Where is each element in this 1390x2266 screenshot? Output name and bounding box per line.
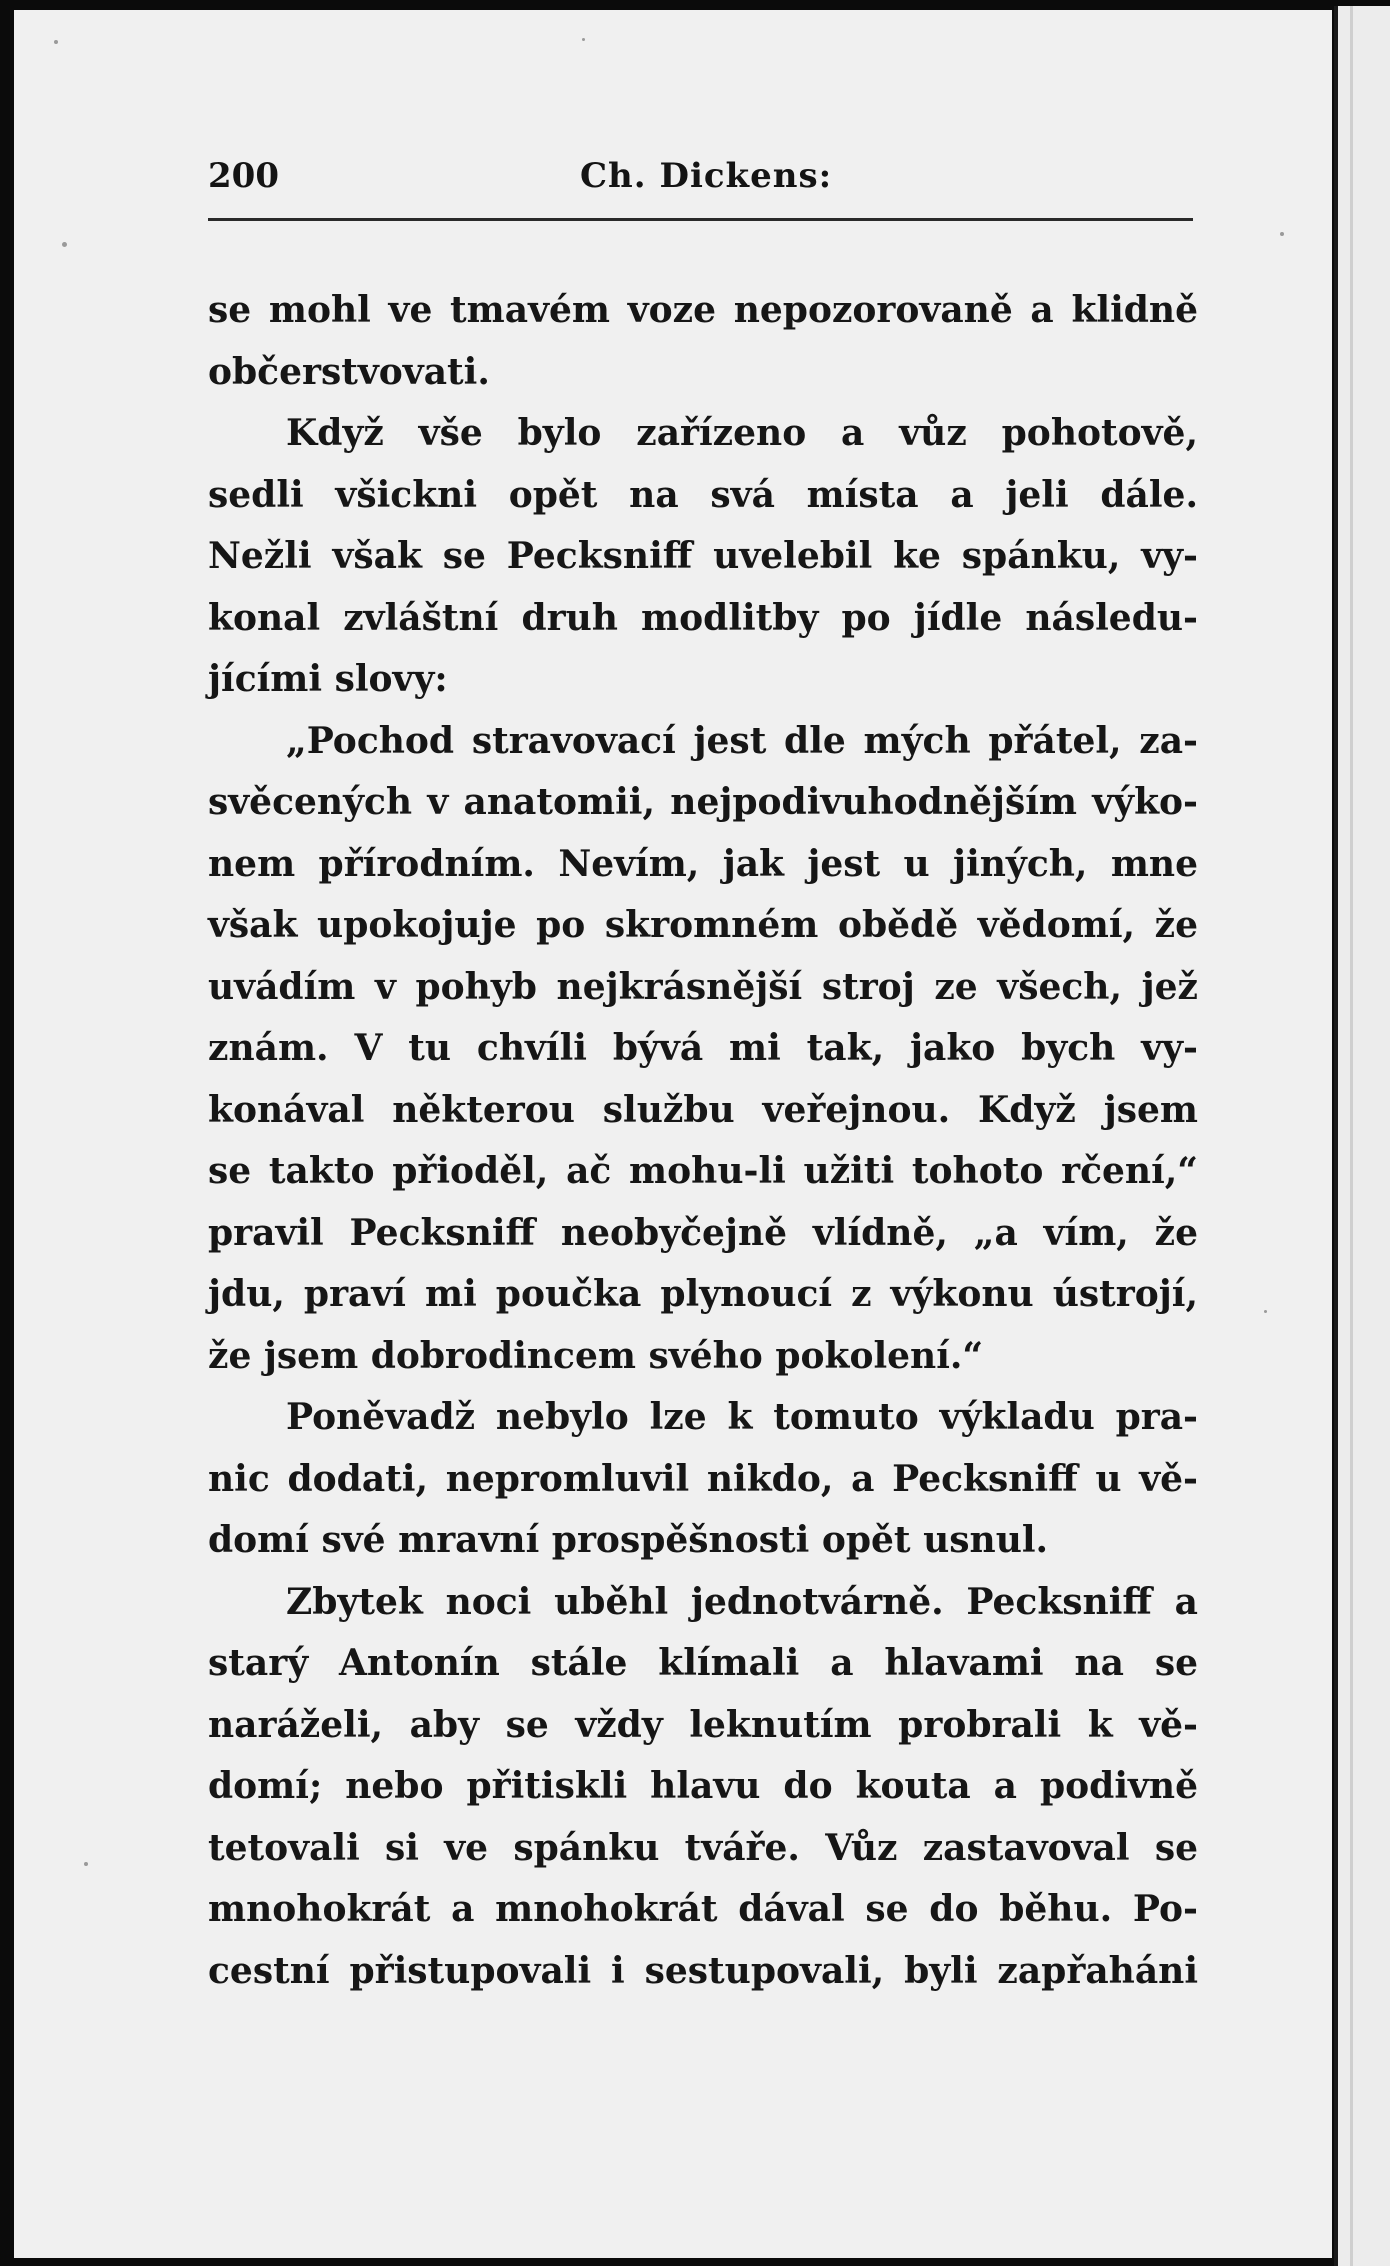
text-line: Poněvadž nebylo lze k tomuto výkladu pra- bbox=[286, 1396, 1198, 1438]
paper-speck bbox=[54, 40, 58, 44]
text-line: uvádím v pohyb nejkrásnější stroj ze všech, jež bbox=[208, 965, 1198, 1008]
header-rule bbox=[208, 218, 1193, 221]
text-line: cestní přistupovali i sestupovali, byli zapřaháni bbox=[208, 1949, 1198, 1992]
text-line: jdu, praví mi poučka plynoucí z výkonu ústrojí, bbox=[208, 1273, 1198, 1315]
text-line: Nežli však se Pecksniff uvelebil ke spánku, vy- bbox=[208, 535, 1198, 577]
text-line: nic dodati, nepromluvil nikdo, a Pecksniff u vě- bbox=[208, 1457, 1198, 1500]
text-line: že jsem dobrodincem svého pokolení.“ bbox=[208, 1334, 984, 1377]
paper-speck bbox=[62, 242, 67, 247]
text-line: Když vše bylo zařízeno a vůz pohotově, bbox=[286, 412, 1198, 454]
paper-speck bbox=[1264, 1310, 1267, 1313]
page-header bbox=[208, 156, 1198, 204]
text-line: znám. V tu chvíli bývá mi tak, jako bych vy- bbox=[208, 1027, 1198, 1069]
text-line: konával některou službu veřejnou. Když jsem bbox=[208, 1088, 1198, 1131]
text-line: starý Antonín stále klímali a hlavami na se bbox=[208, 1642, 1198, 1684]
text-line: pravil Pecksniff neobyčejně vlídně, „a vím, že bbox=[208, 1211, 1198, 1254]
text-line: mnohokrát a mnohokrát dával se do běhu. Po- bbox=[208, 1888, 1198, 1930]
text-line: jícími slovy: bbox=[208, 658, 448, 700]
text-line: občerstvovati. bbox=[208, 350, 490, 393]
text-line: naráželi, aby se vždy leknutím probrali k vě- bbox=[208, 1703, 1198, 1746]
text-line: „Pochod stravovací jest dle mých přátel, za- bbox=[286, 719, 1198, 762]
text-line: svěcených v anatomii, nejpodivuhodnějším výko- bbox=[208, 781, 1198, 823]
text-line: se mohl ve tmavém voze nepozorovaně a klidně bbox=[208, 289, 1198, 331]
text-line: Zbytek noci uběhl jednotvárně. Pecksniff a bbox=[286, 1580, 1198, 1623]
text-line: sedli všickni opět na svá místa a jeli dále. bbox=[208, 473, 1198, 516]
text-line: se takto přioděl, ač mohu-li užiti tohoto rčení,“ bbox=[208, 1150, 1198, 1192]
paper-speck bbox=[582, 38, 585, 41]
adjacent-page-edge bbox=[1334, 6, 1390, 2266]
text-line: konal zvláštní druh modlitby po jídle následu- bbox=[208, 596, 1198, 639]
text-line: však upokojuje po skromném obědě vědomí, že bbox=[208, 904, 1198, 946]
text-line: domí; nebo přitiskli hlavu do kouta a podivně bbox=[208, 1765, 1198, 1807]
running-head: Ch. Dickens: bbox=[580, 156, 833, 196]
text-line: tetovali si ve spánku tváře. Vůz zastavoval se bbox=[208, 1826, 1198, 1869]
text-line: nem přírodním. Nevím, jak jest u jiných, mne bbox=[208, 842, 1198, 885]
paper-speck bbox=[1280, 232, 1284, 236]
page-edge-line bbox=[1350, 6, 1353, 2266]
text-line: domí své mravní prospěšnosti opět usnul. bbox=[208, 1519, 1049, 1561]
page-body bbox=[208, 280, 1198, 2002]
page-number: 200 bbox=[208, 156, 279, 196]
paper-speck bbox=[84, 1862, 88, 1866]
